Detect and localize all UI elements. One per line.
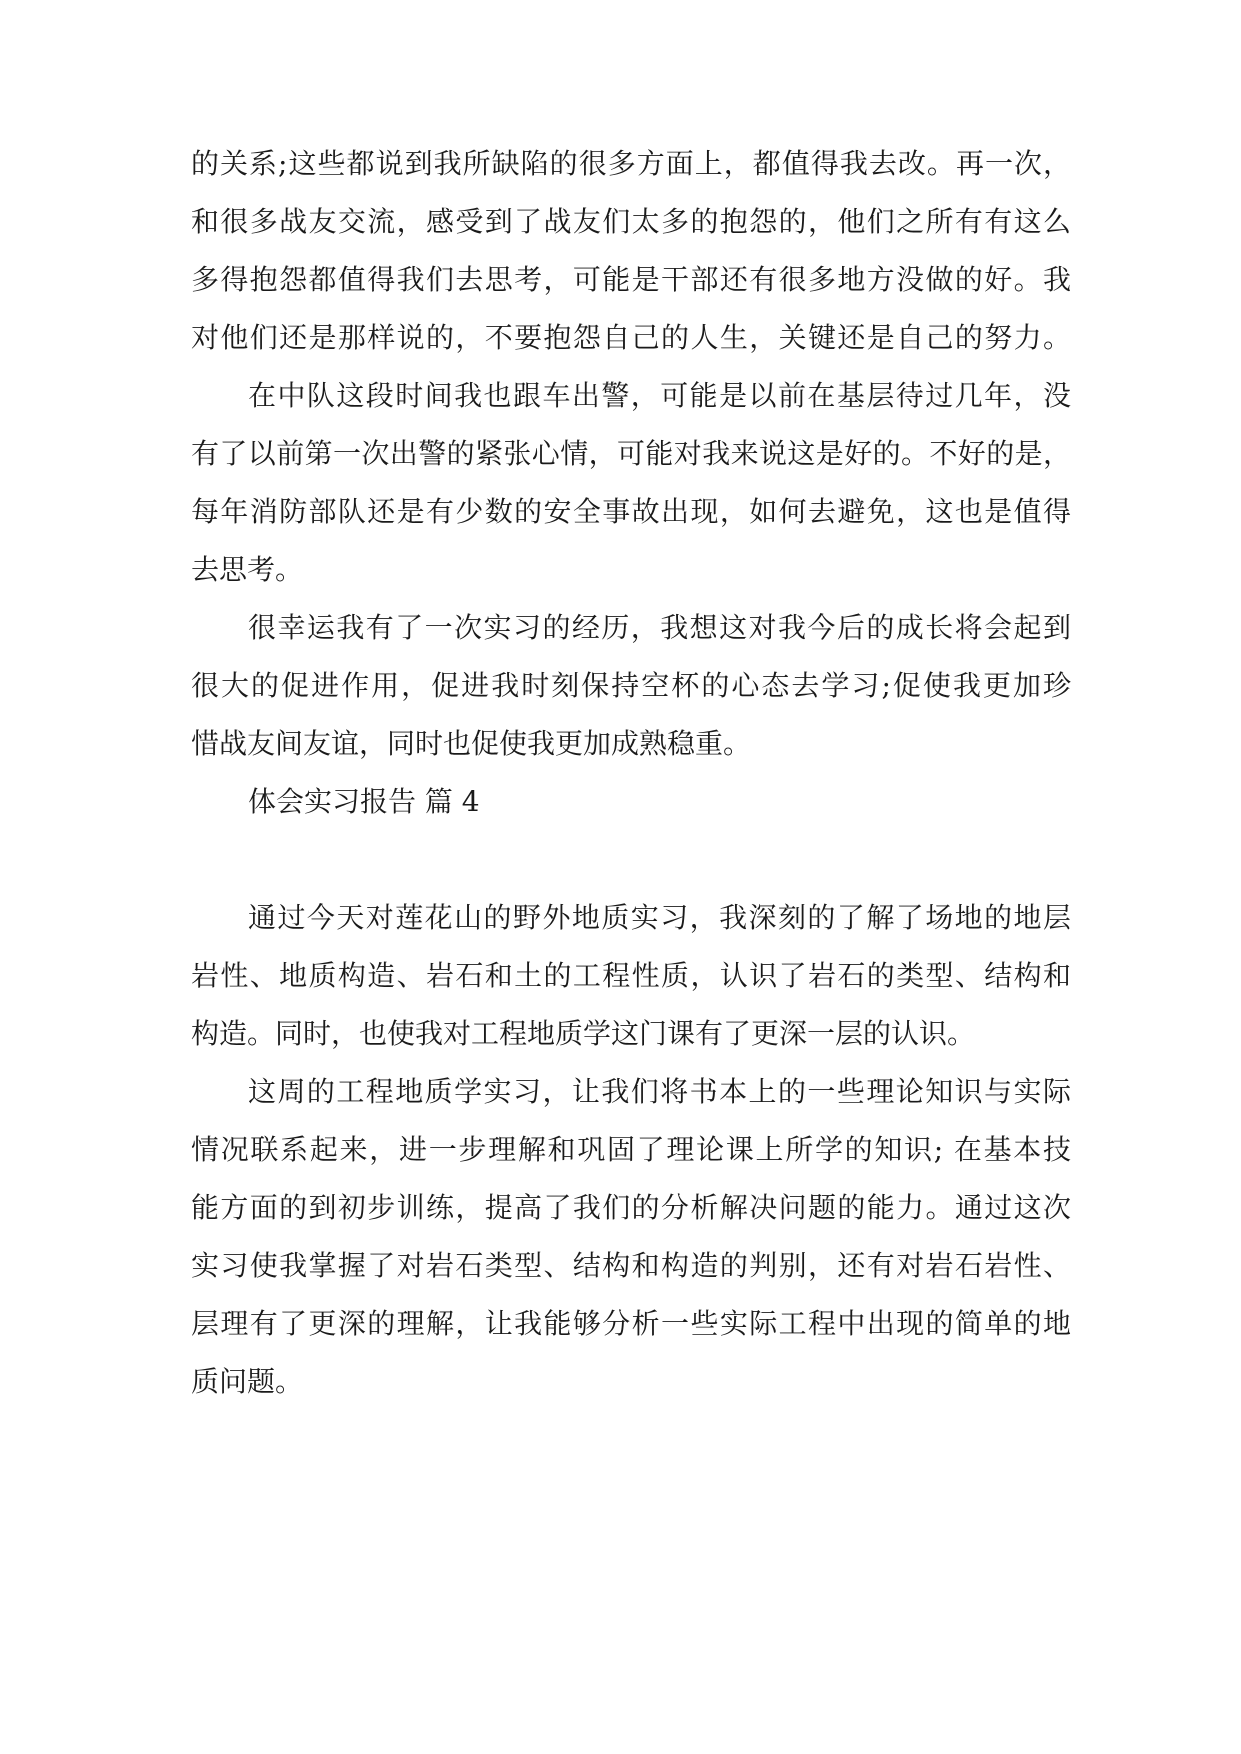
paragraph-5-line-4: 实习使我掌握了对岩石类型、结构和构造的判别，还有对岩石岩性、: [191, 1249, 1071, 1282]
paragraph-5-line-3: 能方面的到初步训练，提高了我们的分析解决问题的能力。通过这次: [191, 1191, 1071, 1224]
paragraph-3-line-1: 很幸运我有了一次实习的经历，我想这对我今后的成长将会起到: [248, 611, 1071, 644]
paragraph-4-line-3: 构造。同时，也使我对工程地质学这门课有了更深一层的认识。: [191, 1017, 976, 1050]
paragraph-5-line-2: 情况联系起来，进一步理解和巩固了理论课上所学的知识; 在基本技: [191, 1133, 1071, 1166]
paragraph-4-line-2: 岩性、地质构造、岩石和土的工程性质，认识了岩石的类型、结构和: [191, 959, 1071, 992]
paragraph-1-line-4: 对他们还是那样说的，不要抱怨自己的人生，关键还是自己的努力。: [191, 321, 1071, 354]
paragraph-1-line-3: 多得抱怨都值得我们去思考，可能是干部还有很多地方没做的好。我: [191, 263, 1071, 296]
paragraph-1-line-2: 和很多战友交流，感受到了战友们太多的抱怨的，他们之所有有这么: [191, 205, 1071, 238]
section-heading: 体会实习报告 篇 4: [248, 785, 480, 818]
paragraph-4-line-1: 通过今天对莲花山的野外地质实习，我深刻的了解了场地的地层: [248, 901, 1071, 934]
paragraph-2-line-3: 每年消防部队还是有少数的安全事故出现，如何去避免，这也是值得: [191, 495, 1071, 528]
paragraph-5-line-5: 层理有了更深的理解，让我能够分析一些实际工程中出现的简单的地: [191, 1307, 1071, 1340]
paragraph-3-line-2: 很大的促进作用，促进我时刻保持空杯的心态去学习;促使我更加珍: [191, 669, 1071, 702]
paragraph-5-line-6: 质问题。: [191, 1365, 304, 1398]
paragraph-2-line-1: 在中队这段时间我也跟车出警，可能是以前在基层待过几年，没: [248, 379, 1071, 412]
paragraph-2-line-2: 有了以前第一次出警的紧张心情，可能对我来说这是好的。不好的是，: [191, 437, 1071, 470]
paragraph-1-line-1: 的关系;这些都说到我所缺陷的很多方面上，都值得我去改。再一次，: [191, 147, 1071, 180]
paragraph-2-line-4: 去思考。: [191, 553, 304, 586]
paragraph-5-line-1: 这周的工程地质学实习，让我们将书本上的一些理论知识与实际: [248, 1075, 1071, 1108]
paragraph-3-line-3: 惜战友间友谊，同时也促使我更加成熟稳重。: [191, 727, 752, 760]
